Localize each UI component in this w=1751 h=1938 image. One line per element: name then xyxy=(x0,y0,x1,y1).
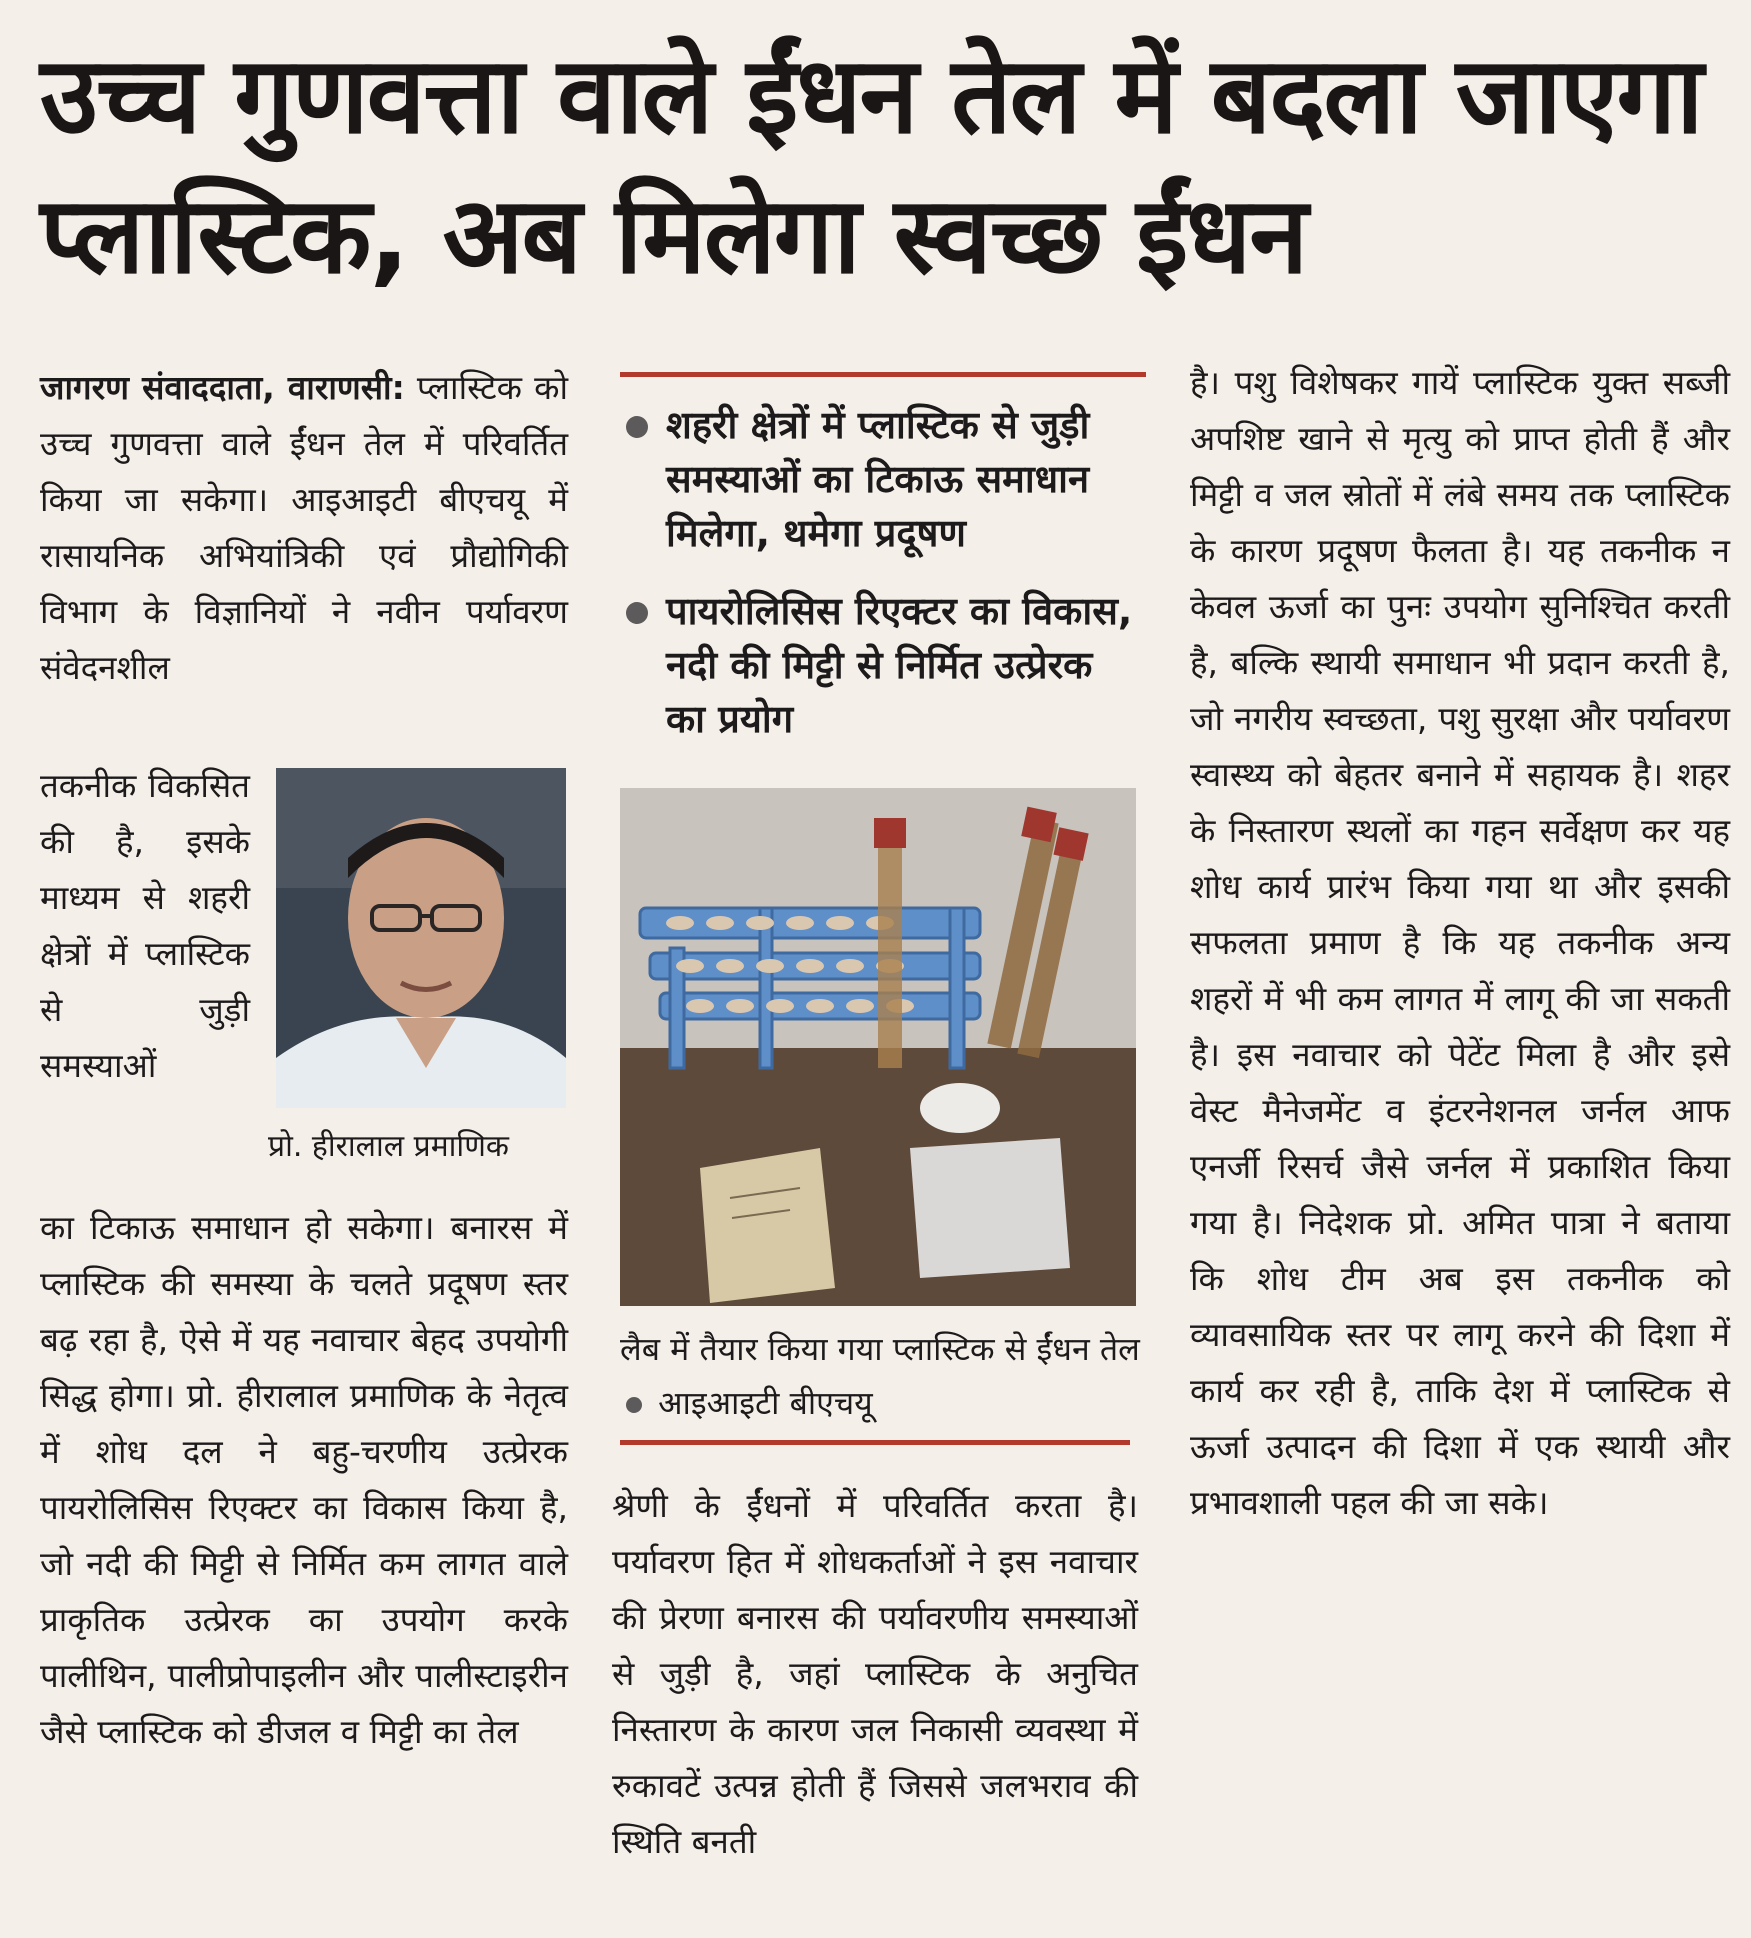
highlight-text: शहरी क्षेत्रों में प्लास्टिक से जुड़ी समस्याओं का टिकाऊ समाधान मिलेगा, थमेगा प्रदूषण xyxy=(666,403,1090,555)
right-paragraph: है। पशु विशेषकर गायें प्लास्टिक युक्त सब्जी अपशिष्ट खाने से मृत्यु को प्राप्त होती हैं और मिट्टी व जल स्रोतों में लंबे समय तक प्लास्टिक के कारण प्रदूषण फैलता है। यह तकनीक न केवल ऊर्जा का पुनः उपयोग सुनिश्चित करती है, बल्कि स्थायी समाधान भी प्रदान करती है, जो नगरीय स्वच्छता, पशु सुरक्षा और पर्यावरण स्वास्थ्य को बेहतर बनाने में सहायक है। शहर के निस्तारण स्थलों का गहन सर्वेक्षण कर यह शोध कार्य प्रारंभ किया गया था और इसकी सफलता प्रमाण है कि यह तकनीक अन्य शहरों में भी कम लागत में लागू की जा सकती है। इस नवाचार को पेटेंट मिला है और इसे वेस्ट मैनेजमेंट व इंटरनेशनल जर्नल आफ एनर्जी रिसर्च जैसे जर्नल में प्रकाशित किया गया है। निदेशक प्रो. अमित पात्रा ने बताया कि शोध टीम अब इस तकनीक को व्यावसायिक स्तर पर लागू करने की दिशा में कार्य कर रही है, ताकि देश में प्लास्टिक से ऊर्जा उत्पादन की दिशा में एक स्थायी और प्रभावशाली पहल की जा सके। xyxy=(1190,363,1730,1522)
portrait-photo xyxy=(276,768,566,1108)
lab-photo xyxy=(620,788,1136,1306)
figure-caption xyxy=(620,1322,1140,1430)
headline xyxy=(40,26,1720,306)
left-paragraph-1: प्लास्टिक को उच्च गुणवत्ता वाले ईंधन तेल में परिवर्तित किया जा सकेगा। आइआइटी बीएचयू में रासायनिक अभियांत्रिकी एवं प्रौद्योगिकी विभाग के विज्ञानियों ने नवीन पर्यावरण संवेदनशील xyxy=(40,368,568,687)
bullet-icon xyxy=(626,602,648,624)
portrait-image xyxy=(276,768,566,1108)
headline-line-2: प्लास्टिक, अब मिलेगा स्वच्छ ईंधन xyxy=(40,174,1307,297)
left-column-top xyxy=(40,360,568,696)
dateline: जागरण संवाददाता, वाराणसी: xyxy=(40,368,405,407)
middle-paragraph: श्रेणी के ईंधनों में परिवर्तित करता है। पर्यावरण हित में शोधकर्ताओं ने इस नवाचार की प्रेरणा बनारस की पर्यावरणीय समस्याओं से जुड़ी है, जहां प्लास्टिक के अनुचित निस्तारण के कारण जल निकासी व्यवस्था में रुकावटें उत्पन्न होती हैं जिससे जलभराव की स्थिति बनती xyxy=(612,1486,1138,1861)
figure-bottom-rule xyxy=(620,1440,1130,1445)
left-paragraph-2: का टिकाऊ समाधान हो सकेगा। बनारस में प्लास्टिक की समस्या के चलते प्रदूषण स्तर बढ़ रहा है, ऐसे में यह नवाचार बेहद उपयोगी सिद्ध होगा। प्रो. हीरालाल प्रमाणिक के नेतृत्व में शोध दल ने बहु-चरणीय उत्प्रेरक पायरोलिसिस रिएक्टर का विकास किया है, जो नदी की मिट्टी से निर्मित कम लागत वाले प्राकृतिक उत्प्रेरक का उपयोग करके पालीथिन, पालीप्रोपाइलीन और पालीस्टाइरीन जैसे प्लास्टिक को डीजल व मिट्टी का तेल xyxy=(40,1208,568,1751)
highlights-box xyxy=(622,398,1142,770)
right-column xyxy=(1190,355,1730,1531)
middle-column xyxy=(612,1478,1138,1870)
highlight-text: पायरोलिसिस रिएक्टर का विकास, नदी की मिट्टी से निर्मित उत्प्रेरक का प्रयोग xyxy=(666,589,1133,741)
bullet-icon xyxy=(626,1397,642,1413)
portrait-caption: प्रो. हीरालाल प्रमाणिक xyxy=(268,1129,509,1164)
left-narrow-text: तकनीक विकसित की है, इसके माध्यम से शहरी क्षेत्रों में प्लास्टिक से जुड़ी समस्याओं xyxy=(40,766,250,1085)
figure-credit: आइआइटी बीएचयू xyxy=(658,1384,873,1422)
highlights-top-rule xyxy=(620,372,1146,377)
highlight-item xyxy=(622,398,1142,560)
figure-caption-text: लैब में तैयार किया गया प्लास्टिक से ईंधन तेल xyxy=(620,1330,1140,1368)
lab-photo-image xyxy=(620,788,1136,1306)
left-column-narrow xyxy=(40,758,250,1094)
highlight-item xyxy=(622,584,1142,746)
left-column-bottom xyxy=(40,1200,568,1760)
headline-line-1: उच्च गुणवत्ता वाले ईंधन तेल में बदला जाएगा xyxy=(40,34,1702,157)
bullet-icon xyxy=(626,416,648,438)
